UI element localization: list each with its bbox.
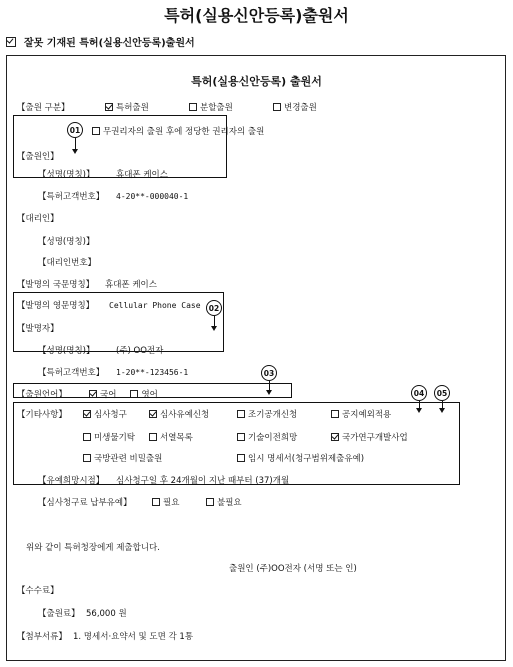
agent-label: 【대리인】 bbox=[17, 214, 59, 224]
option-sequence-list[interactable]: 서열목록 bbox=[149, 431, 223, 443]
rightful-owner-option[interactable]: 무권리자의 출원 후에 정당한 권리자의 출원 bbox=[92, 125, 264, 137]
option-fee-needed[interactable]: 필요 bbox=[152, 496, 192, 508]
checkbox-icon[interactable] bbox=[189, 103, 197, 111]
option-korean[interactable]: 국어 bbox=[89, 388, 116, 400]
deferral-row: 【유예희망시점】 심사청구일 후 24개월이 지난 때부터 (37)개월 bbox=[38, 476, 290, 486]
marker-01: 01 bbox=[67, 122, 83, 138]
option-microbe-deposit[interactable]: 미생물기탁 bbox=[83, 431, 135, 443]
signature-line: 출원인 (주)OO전자 (서명 또는 인) bbox=[229, 564, 357, 574]
statement: 위와 같이 특허청장에게 제출합니다. bbox=[26, 543, 160, 553]
marker-02: 02 bbox=[206, 300, 222, 316]
checkbox-icon[interactable] bbox=[206, 498, 214, 506]
fee-amount-value: 56,000 원 bbox=[86, 609, 127, 619]
option-defense-secret[interactable]: 국방관련 비밀출원 bbox=[83, 452, 223, 464]
invention-korean-row: 【발명의 국문명칭】 휴대폰 케이스 bbox=[17, 280, 157, 290]
fee-label: 【수수료】 bbox=[17, 586, 59, 596]
inventor-name-value: (주) OO전자 bbox=[116, 346, 164, 356]
option-exam-deferral[interactable]: 심사유예신청 bbox=[149, 408, 223, 420]
exam-fee-row: 【심사청구료 납부유예】 필요 불필요 bbox=[38, 498, 242, 508]
attachments-value: 1. 명세서·요약서 및 도면 각 1통 bbox=[73, 632, 194, 642]
page-title: 특허(실용신안등록)출원서 bbox=[164, 6, 349, 25]
applicant-code-row: 【특허고객번호】 4-20**-000040-1 bbox=[38, 191, 189, 202]
marker-04: 04 bbox=[411, 385, 427, 401]
subtitle bbox=[6, 34, 195, 49]
option-converted[interactable]: 변경출원 bbox=[273, 101, 317, 113]
option-disclosure-exception[interactable]: 공지예외적용 bbox=[331, 408, 391, 420]
option-tech-transfer[interactable]: 기술이전희망 bbox=[237, 431, 317, 443]
arrow-down-icon bbox=[75, 138, 76, 150]
subtitle-text: 잘못 기재된 특허(실용신안등록)출원서 bbox=[24, 38, 195, 49]
invention-english-value: Cellular Phone Case bbox=[109, 300, 201, 310]
applicant-name-row: 【성명(명칭)】 휴대폰 케이스 bbox=[38, 170, 168, 180]
option-divisional[interactable]: 분할출원 bbox=[189, 101, 259, 113]
highlight-box-other bbox=[13, 402, 460, 485]
marker-03: 03 bbox=[261, 365, 277, 381]
highlight-box-02 bbox=[13, 292, 224, 352]
option-fee-not-needed[interactable]: 불필요 bbox=[206, 496, 242, 508]
option-english[interactable]: 영어 bbox=[130, 388, 157, 400]
agent-code-label: 【대리인번호】 bbox=[38, 258, 97, 268]
option-temporary-spec[interactable]: 임시 명세서(청구범위제출유예) bbox=[237, 452, 364, 464]
inventor-code-value: 1-20**-123456-1 bbox=[116, 367, 189, 377]
fee-amount-row: 【출원료】 56,000 원 bbox=[38, 609, 127, 619]
subtitle-checkbox-icon bbox=[6, 37, 16, 47]
application-type-label: 【출원 구분】 bbox=[17, 103, 70, 113]
option-early-publication[interactable]: 조기공개신청 bbox=[237, 408, 317, 420]
marker-05: 05 bbox=[434, 385, 450, 401]
applicant-label: 【출원인】 bbox=[17, 152, 59, 162]
invention-korean-value: 휴대폰 케이스 bbox=[105, 280, 157, 290]
inventor-code-row: 【특허고객번호】 1-20**-123456-1 bbox=[38, 367, 189, 378]
highlight-box-01 bbox=[13, 115, 227, 178]
applicant-name-value: 휴대폰 케이스 bbox=[116, 170, 168, 180]
agent-name-label: 【성명(명칭)】 bbox=[38, 237, 95, 247]
checkbox-icon[interactable] bbox=[273, 103, 281, 111]
application-type-row bbox=[17, 101, 331, 113]
inventor-name-row: 【성명(명칭)】 (주) OO전자 bbox=[38, 346, 164, 356]
language-row: 【출원언어】 국어 영어 bbox=[17, 390, 158, 400]
option-national-rnd[interactable]: 국가연구개발사업 bbox=[331, 431, 408, 443]
highlight-box-03 bbox=[13, 383, 292, 398]
checkbox-icon[interactable] bbox=[105, 103, 113, 111]
option-patent[interactable]: 특허출원 bbox=[105, 101, 175, 113]
attachments-row: 【첨부서류】 1. 명세서·요약서 및 도면 각 1통 bbox=[17, 632, 194, 642]
form-title: 특허(실용신안등록) 출원서 bbox=[191, 75, 322, 88]
invention-english-row: 【발명의 영문명칭】 Cellular Phone Case bbox=[17, 300, 201, 311]
arrow-down-icon bbox=[269, 381, 270, 391]
arrow-down-icon bbox=[214, 316, 215, 327]
option-exam-request[interactable]: 심사청구 bbox=[83, 408, 135, 420]
deferral-value: 심사청구일 후 24개월이 지난 때부터 (37)개월 bbox=[116, 476, 290, 486]
inventor-label: 【발명자】 bbox=[17, 324, 59, 334]
arrow-down-icon bbox=[442, 401, 443, 409]
checkbox-icon[interactable] bbox=[152, 498, 160, 506]
applicant-code-value: 4-20**-000040-1 bbox=[116, 191, 189, 201]
arrow-down-icon bbox=[419, 401, 420, 409]
other-label: 【기타사항】 bbox=[17, 410, 67, 420]
